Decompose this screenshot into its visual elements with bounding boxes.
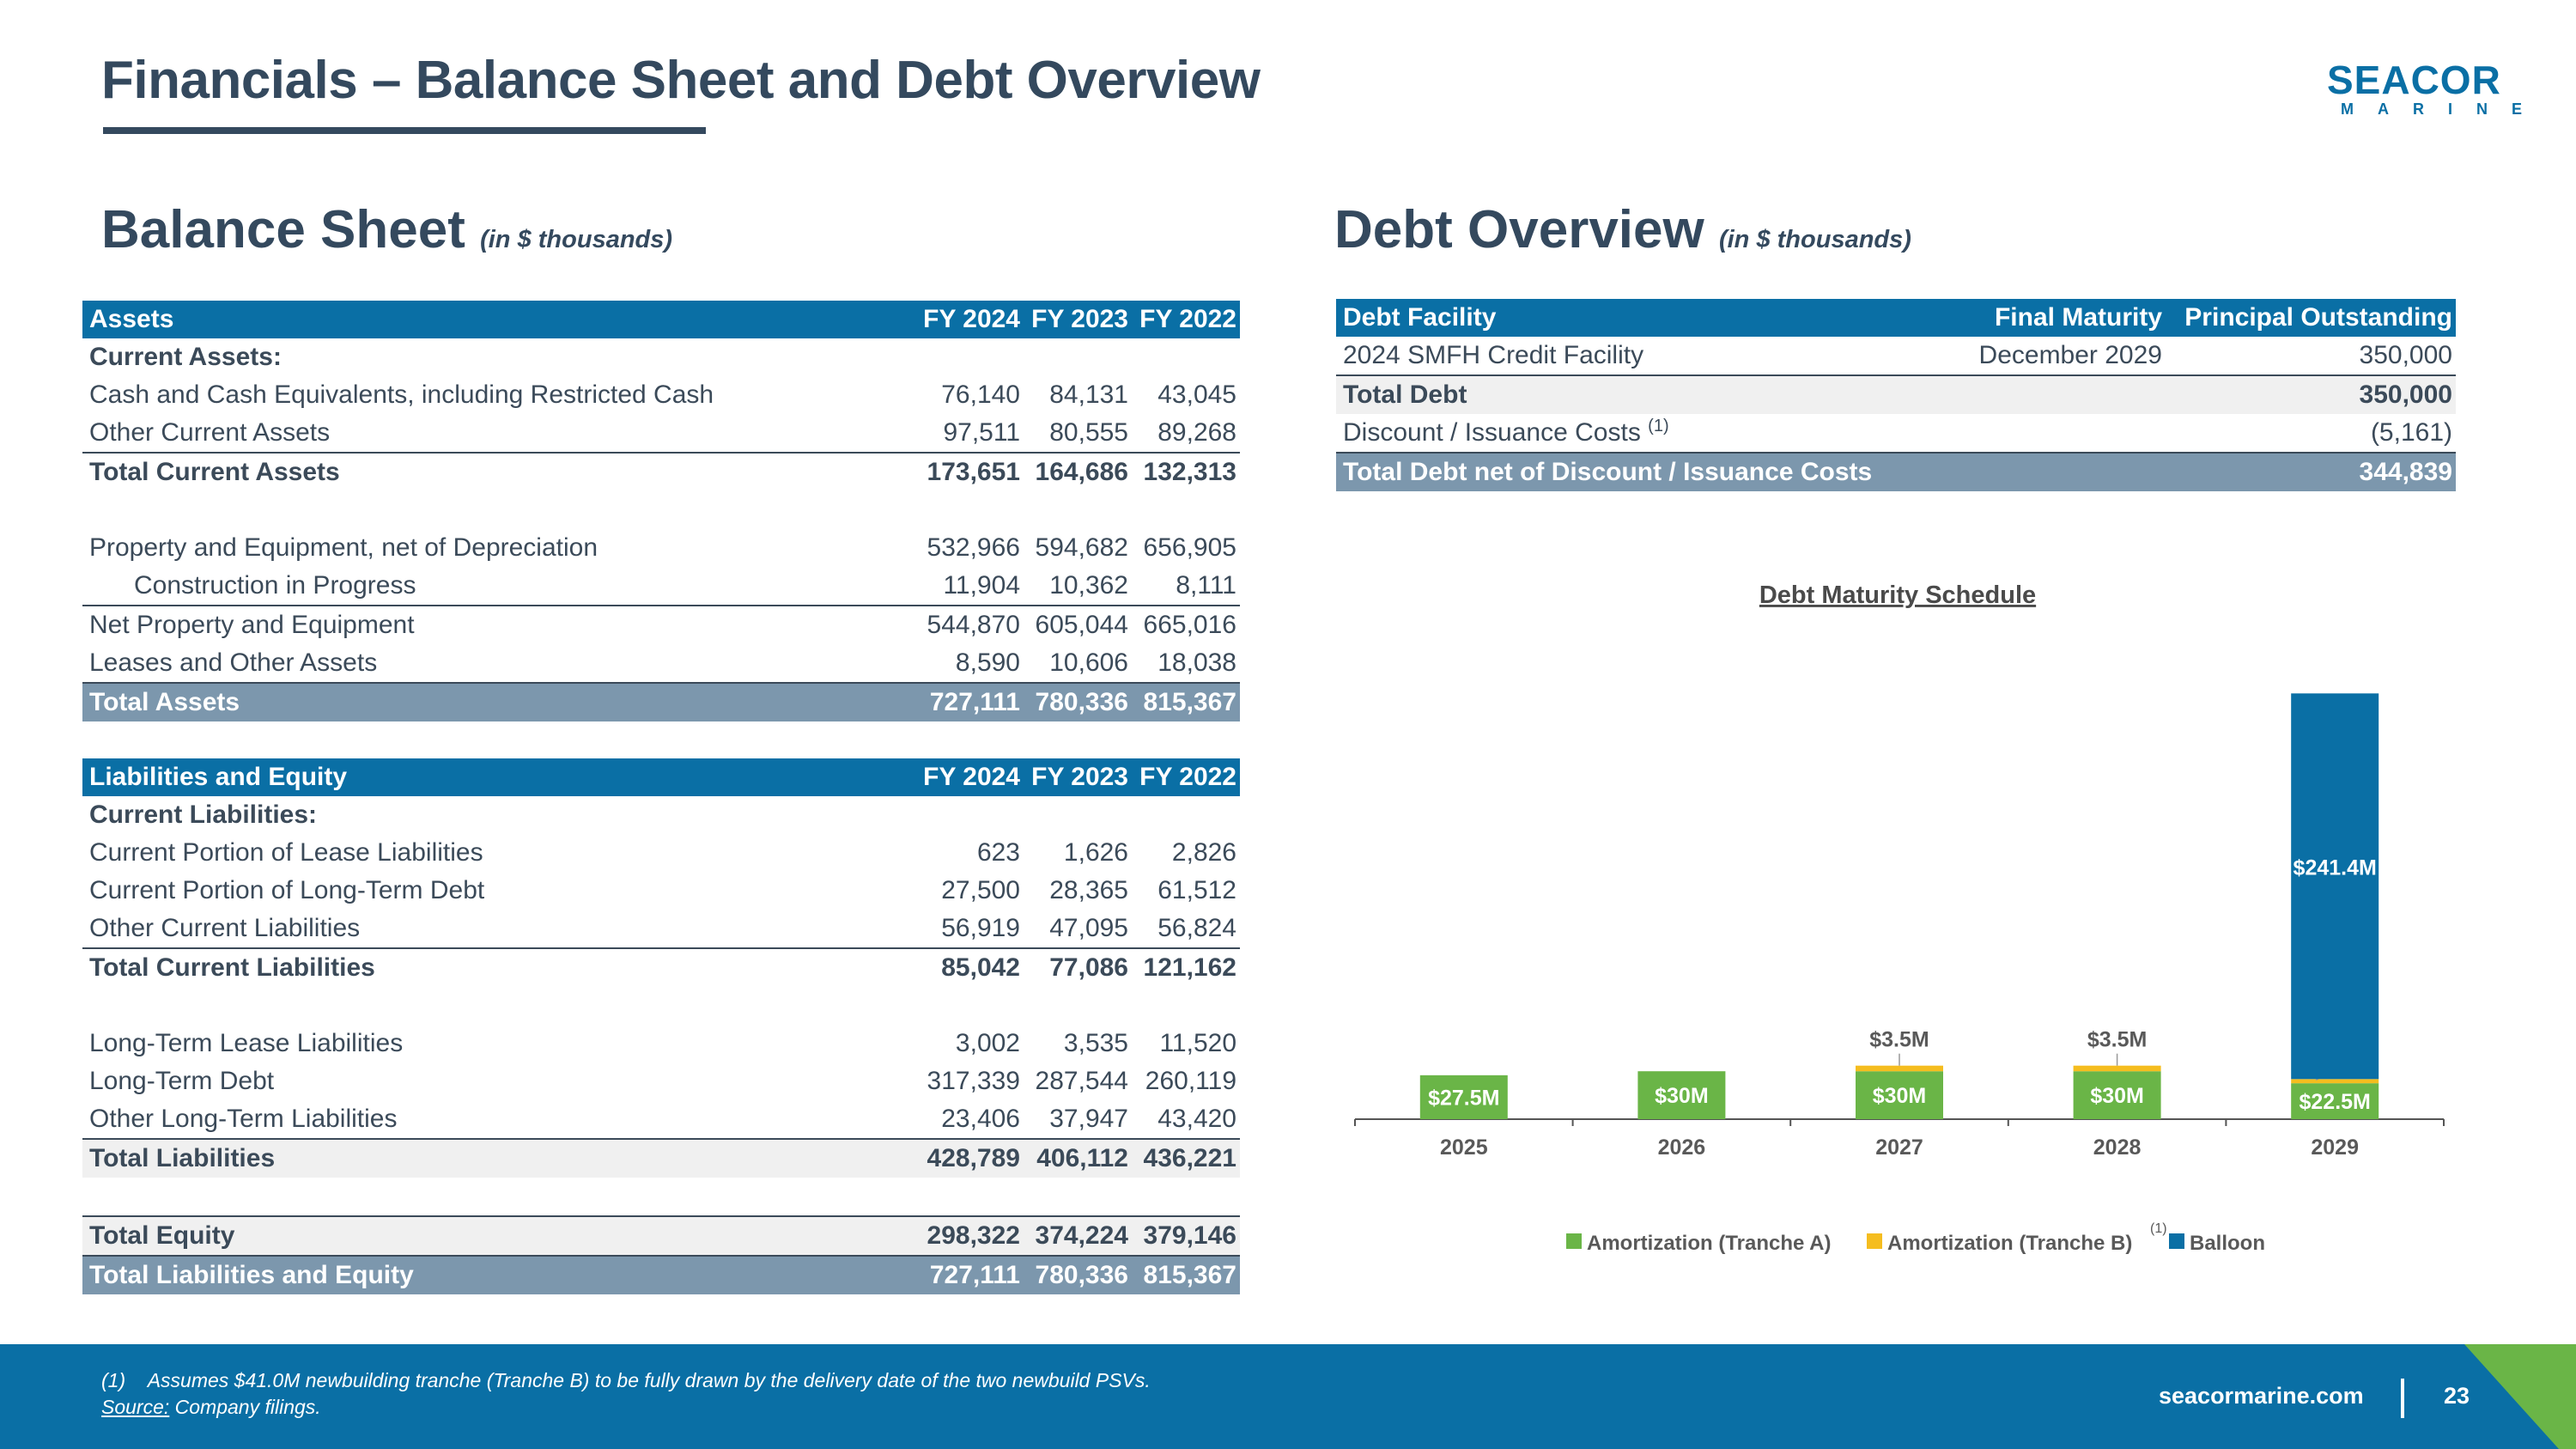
source-text: Company filings. [174, 1396, 321, 1418]
balance-sheet-subtitle: (in $ thousands) [480, 226, 673, 253]
legend-label: Amortization (Tranche A) [1587, 1232, 1832, 1255]
table-row [82, 1216, 1240, 1256]
liabilities-table [82, 758, 1240, 1294]
header-cell: FY 2022 [1132, 301, 1240, 338]
total-row [1336, 453, 2456, 491]
seacor-logo [2327, 58, 2546, 118]
legend-swatch [2169, 1233, 2184, 1249]
row-label-wrap [1336, 414, 1886, 453]
value-cell: 815,367 [1132, 683, 1240, 721]
value-cell: 623 [976, 838, 1020, 867]
footer-note [101, 1367, 1151, 1421]
logo-top-text: SEACOR [2327, 58, 2501, 102]
value-cell: 8,590 [915, 644, 1024, 683]
corner-accent-icon [2430, 1344, 2576, 1449]
value-cell: 350,000 [2166, 337, 2456, 375]
row-label: Other Current Liabilities [82, 910, 915, 948]
debt-table [1336, 299, 2456, 491]
row-label: Total Assets [82, 683, 915, 721]
value-cell: 23,406 [915, 1100, 1024, 1139]
value-cell: 11,520 [1159, 1029, 1236, 1057]
value-cell: 815,367 [1132, 1256, 1240, 1294]
row-label: Construction in Progress [82, 567, 915, 606]
row-label: Long-Term Debt [89, 1067, 275, 1095]
row-label: Leases and Other Assets [82, 644, 915, 683]
assets-table [82, 301, 1240, 721]
row-label: Total Equity [82, 1216, 915, 1256]
logo-bottom-text: MARINE [2341, 100, 2546, 118]
row-label: Total Debt [1336, 375, 1886, 414]
table-row [82, 1062, 1240, 1100]
row-label: Total Debt net of Discount / Issuance Costs [1336, 453, 1886, 491]
value-cell: 76,140 [941, 381, 1020, 409]
table-row [82, 414, 1240, 453]
table-row [82, 567, 1240, 606]
value-cell: 298,322 [915, 1216, 1024, 1256]
x-tick-label: 2028 [2093, 1135, 2142, 1160]
value-cell: 379,146 [1132, 1216, 1240, 1256]
row-label: Total Current Liabilities [89, 953, 375, 982]
source-line [101, 1394, 1151, 1421]
source-label: Source: [101, 1396, 170, 1418]
header-cell: Principal Outstanding [2166, 299, 2456, 337]
row-label: Discount / Issuance Costs [1343, 418, 1641, 447]
total-row [82, 1256, 1240, 1294]
footnote-marker: (1) [1648, 417, 1669, 435]
data-label: $27.5M [1428, 1086, 1500, 1111]
value-cell: 173,651 [927, 458, 1020, 486]
value-cell: 287,544 [1035, 1067, 1128, 1095]
table-row [82, 338, 1240, 376]
balance-sheet-title: Balance Sheet [101, 200, 465, 259]
header-cell: FY 2022 [1132, 758, 1240, 796]
legend-swatch [1566, 1233, 1582, 1249]
liabilities-header-row [82, 758, 1240, 796]
spacer-row [82, 1178, 1240, 1216]
row-label: Property and Equipment, net of Depreciation [89, 533, 598, 562]
spacer-row [82, 491, 1240, 529]
value-cell: 56,919 [915, 910, 1024, 948]
value-cell: 317,339 [927, 1067, 1020, 1095]
balance-sheet-heading [101, 199, 672, 260]
value-cell: 77,086 [1049, 953, 1128, 982]
header-cell: Assets [82, 301, 915, 338]
value-cell: 350,000 [2166, 375, 2456, 414]
header-cell: FY 2024 [915, 301, 1024, 338]
row-label: Current Assets: [89, 343, 282, 371]
row-label: Long-Term Lease Liabilities [89, 1029, 404, 1057]
x-tick-label: 2025 [1439, 1135, 1488, 1160]
table-row [1336, 414, 2456, 453]
table-row [82, 834, 1240, 872]
value-cell: 43,045 [1157, 381, 1236, 409]
value-cell: 10,606 [1024, 644, 1132, 683]
value-cell: 780,336 [1024, 1256, 1132, 1294]
data-label: $30M [1655, 1084, 1709, 1109]
debt-overview-title: Debt Overview [1334, 200, 1704, 259]
table-row [82, 1100, 1240, 1139]
header-cell: FY 2024 [915, 758, 1024, 796]
footer-divider [2401, 1379, 2404, 1418]
value-cell: 37,947 [1024, 1100, 1132, 1139]
value-cell: 61,512 [1157, 876, 1236, 904]
row-label: Total Liabilities [82, 1139, 915, 1178]
data-label: $30M [2090, 1084, 2144, 1109]
value-cell: 56,824 [1132, 910, 1240, 948]
table-row [82, 872, 1240, 910]
value-cell: 3,002 [955, 1029, 1020, 1057]
value-cell: 47,095 [1024, 910, 1132, 948]
title-underline [103, 127, 706, 134]
data-label: $3.5M [2087, 1027, 2148, 1052]
table-row [82, 529, 1240, 567]
bar-tranche-b [2291, 1079, 2379, 1083]
row-label: Current Portion of Long-Term Debt [89, 876, 485, 904]
table-row [1336, 375, 2456, 414]
row-label: Cash and Cash Equivalents, including Restricted Cash [89, 381, 714, 409]
value-cell: 89,268 [1132, 414, 1240, 453]
bar-tranche-b [2074, 1066, 2161, 1072]
header-cell: Debt Facility [1336, 299, 1886, 337]
value-cell: 727,111 [915, 683, 1024, 721]
value-cell: 8,111 [1132, 567, 1240, 606]
x-tick-label: 2026 [1657, 1135, 1706, 1160]
value-cell: 28,365 [1049, 876, 1128, 904]
value-cell: 436,221 [1132, 1139, 1240, 1178]
footnote-line [101, 1367, 1151, 1394]
row-label: Total Current Assets [89, 458, 340, 486]
table-row [82, 606, 1240, 644]
row-label: Other Current Assets [82, 414, 915, 453]
value-cell: 594,682 [1035, 533, 1128, 562]
value-cell: 665,016 [1143, 611, 1236, 639]
website-link[interactable]: seacormarine.com [2159, 1383, 2364, 1409]
data-label: $30M [1872, 1084, 1927, 1109]
value-cell: 132,313 [1143, 458, 1236, 486]
table-row [82, 376, 1240, 414]
footnote-marker: (1) [101, 1369, 126, 1391]
value-cell: 85,042 [941, 953, 1020, 982]
chart-title: Debt Maturity Schedule [1759, 581, 2037, 609]
bar-balloon [2291, 693, 2379, 1079]
row-label: Total Liabilities and Equity [82, 1256, 915, 1294]
value-cell: 656,905 [1143, 533, 1236, 562]
value-cell: 3,535 [1063, 1029, 1128, 1057]
legend-label: Balloon [2190, 1232, 2265, 1255]
value-cell: 80,555 [1024, 414, 1132, 453]
debt-header-row [1336, 299, 2456, 337]
value-cell: 18,038 [1132, 644, 1240, 683]
assets-header-row [82, 301, 1240, 338]
header-cell: Final Maturity [1886, 299, 2166, 337]
value-cell: 1,626 [1063, 838, 1128, 867]
value-cell: 84,131 [1049, 381, 1128, 409]
value-cell: 260,119 [1145, 1067, 1236, 1095]
data-label: $22.5M [2299, 1090, 2371, 1115]
debt-overview-subtitle: (in $ thousands) [1718, 226, 1911, 253]
total-row [82, 683, 1240, 721]
value-cell: 27,500 [941, 876, 1020, 904]
value-cell: 43,420 [1132, 1100, 1240, 1139]
value-cell: 406,112 [1024, 1139, 1132, 1178]
header-cell: FY 2023 [1024, 301, 1132, 338]
debt-overview-heading [1334, 199, 1911, 260]
value-cell: 374,224 [1024, 1216, 1132, 1256]
x-tick-label: 2027 [1875, 1135, 1923, 1160]
legend-footnote-marker: (1) [2150, 1221, 2167, 1236]
table-row [82, 1139, 1240, 1178]
data-label: $241.4M [2293, 855, 2377, 880]
value-cell: 727,111 [915, 1256, 1024, 1294]
header-cell: Liabilities and Equity [82, 758, 915, 796]
value-cell: 344,839 [2166, 453, 2456, 491]
table-row [82, 453, 1240, 491]
spacer-row [82, 987, 1240, 1025]
data-label: $3.5M [1869, 1027, 1929, 1052]
table-row [82, 910, 1240, 948]
legend-label: Amortization (Tranche B) [1887, 1232, 2133, 1255]
page-title: Financials – Balance Sheet and Debt Overview [101, 51, 1261, 110]
value-cell: 97,511 [915, 414, 1024, 453]
table-row [82, 644, 1240, 683]
value-cell: 544,870 [927, 611, 1020, 639]
value-cell: 780,336 [1024, 683, 1132, 721]
value-cell: 10,362 [1024, 567, 1132, 606]
header-cell: FY 2023 [1024, 758, 1132, 796]
value-cell: 2,826 [1171, 838, 1236, 867]
value-cell: (5,161) [2166, 414, 2456, 453]
value-cell: 428,789 [915, 1139, 1024, 1178]
row-label: 2024 SMFH Credit Facility [1336, 337, 1886, 375]
row-label: Other Long-Term Liabilities [82, 1100, 915, 1139]
maturity-cell: December 2029 [1886, 337, 2166, 375]
table-row [82, 1025, 1240, 1062]
value-cell: 164,686 [1035, 458, 1128, 486]
footnote-text: Assumes $41.0M newbuilding tranche (Tranche B) to be fully drawn by the delivery date of the two newbuild PSVs. [147, 1369, 1151, 1391]
value-cell: 532,966 [927, 533, 1020, 562]
debt-maturity-chart [1340, 567, 2456, 1280]
value-cell: 11,904 [915, 567, 1024, 606]
legend-swatch [1867, 1233, 1882, 1249]
table-row [82, 948, 1240, 987]
row-label: Net Property and Equipment [89, 611, 415, 639]
bar-tranche-b [1856, 1066, 1943, 1072]
value-cell: 121,162 [1143, 953, 1236, 982]
table-row [1336, 337, 2456, 375]
row-label: Current Liabilities: [89, 801, 318, 829]
page-number: 23 [2444, 1383, 2470, 1409]
row-label: Current Portion of Lease Liabilities [89, 838, 483, 867]
x-tick-label: 2029 [2311, 1135, 2360, 1160]
value-cell: 605,044 [1035, 611, 1128, 639]
table-row [82, 796, 1240, 834]
